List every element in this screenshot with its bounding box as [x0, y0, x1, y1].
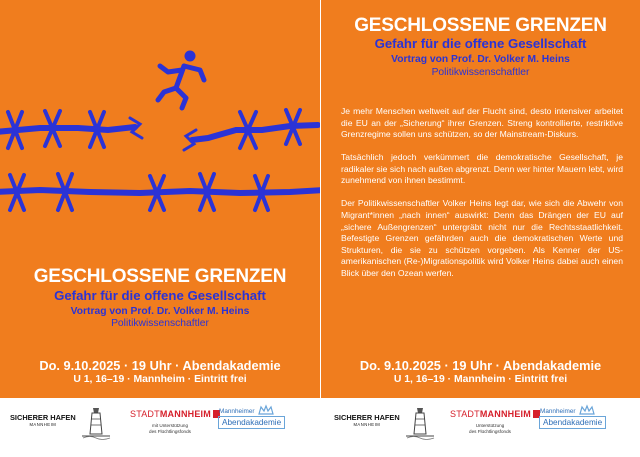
sicherer-hafen-logo	[334, 413, 400, 427]
support-note	[136, 423, 204, 435]
stadt-mannheim-logo	[450, 409, 540, 419]
barbed-wire-illustration	[0, 0, 320, 260]
cover-date-line: Do. 9.10.2025 · 19 Uhr · Abendakademie	[39, 358, 281, 373]
description-paragraph: Der Politikwissenschaftler Volker Heins legt dar, wie sich die Abwehr von Migrant*innen „nach innen“ auswirkt: Denn das Drängen der EU auf „sichere Außengrenzen“ untergräbt nicht nur die Rechtsstaatlichkeit. Befestigte Grenzen gefährden auch die demokratischen Werte und Strukturen, die sie zu schützen vorgeben. Als Kenner der US-amerikanischen (Re-)Migrationspolitik wird Volker Heins dabei auch einen Blick über den Ozean werfen.	[341, 198, 623, 278]
lighthouse-icon	[80, 404, 112, 440]
stadt-name: MANNHEIM	[479, 409, 531, 419]
description-paragraph: Tatsächlich jedoch verkümmert die demokratische Gesellschaft, je radikaler sie sich nach außen abgrenzt. Denn wer hinter Mauern lebt, wird zunehmend von ihnen bestimmt.	[341, 152, 623, 186]
barbed-wire-icon	[184, 110, 318, 150]
cover-lecture: Vortrag von Prof. Dr. Volker M. Heins	[70, 306, 250, 317]
info-venue-line: U 1, 16–19 · Mannheim · Eintritt frei	[393, 374, 568, 385]
jumping-figure-icon	[158, 51, 204, 109]
support-note-line: Unterstützung	[475, 423, 505, 428]
logo-strip	[320, 398, 640, 457]
barbed-wire-icon	[0, 111, 142, 148]
stadt-name: MANNHEIM	[159, 409, 211, 419]
stadt-prefix: STADT	[450, 409, 480, 419]
cover-title: GESCHLOSSENE GRENZEN	[33, 266, 287, 287]
sicherer-hafen-city: MANNHEIM	[29, 422, 57, 427]
crown-icon	[578, 404, 596, 416]
stadt-mannheim-logo	[130, 409, 220, 419]
description-paragraph: Je mehr Menschen weltweit auf der Flucht sind, desto intensiver arbeitet die EU an der „Sicherung“ ihrer Grenzen. Streng kontrollierte, restriktive Grenzregime sollen uns schützen, so der Mainstream-Diskurs.	[341, 106, 623, 140]
sicherer-hafen-label: SICHERER HAFEN	[10, 413, 76, 422]
info-subtitle: Gefahr für die offene Gesellschaft	[374, 36, 587, 51]
barbed-wire-icon	[0, 174, 320, 210]
cover-panel	[0, 0, 320, 398]
akademie-logo: Abendakademie	[218, 416, 285, 429]
support-note-line: mit Unterstützung	[152, 423, 188, 428]
info-panel	[321, 0, 640, 398]
lighthouse-icon	[404, 404, 436, 440]
description-text	[341, 106, 623, 291]
crown-icon	[257, 404, 275, 416]
sicherer-hafen-city: MANNHEIM	[353, 422, 381, 427]
sicherer-hafen-label: SICHERER HAFEN	[334, 413, 400, 422]
info-title: GESCHLOSSENE GRENZEN	[354, 15, 607, 36]
akademie-label-top: Mannheimer	[219, 408, 255, 415]
support-note	[456, 423, 524, 435]
cover-profession: Politikwissenschaftler	[111, 318, 209, 329]
info-date-line: Do. 9.10.2025 · 19 Uhr · Abendakademie	[359, 358, 602, 373]
sicherer-hafen-logo	[10, 413, 76, 427]
support-note-line: des Flüchtlingsfonds	[149, 429, 191, 434]
akademie-logo: Abendakademie	[539, 416, 606, 429]
akademie-label-top: Mannheimer	[540, 408, 576, 415]
info-lecture: Vortrag von Prof. Dr. Volker M. Heins	[391, 54, 570, 65]
logo-strip	[0, 398, 320, 457]
info-profession: Politikwissenschaftler	[431, 67, 530, 78]
support-note-line: des Flüchtlingsfonds	[469, 429, 511, 434]
cover-subtitle: Gefahr für die offene Gesellschaft	[54, 288, 266, 303]
stadt-prefix: STADT	[130, 409, 160, 419]
cover-venue-line: U 1, 16–19 · Mannheim · Eintritt frei	[73, 374, 247, 385]
